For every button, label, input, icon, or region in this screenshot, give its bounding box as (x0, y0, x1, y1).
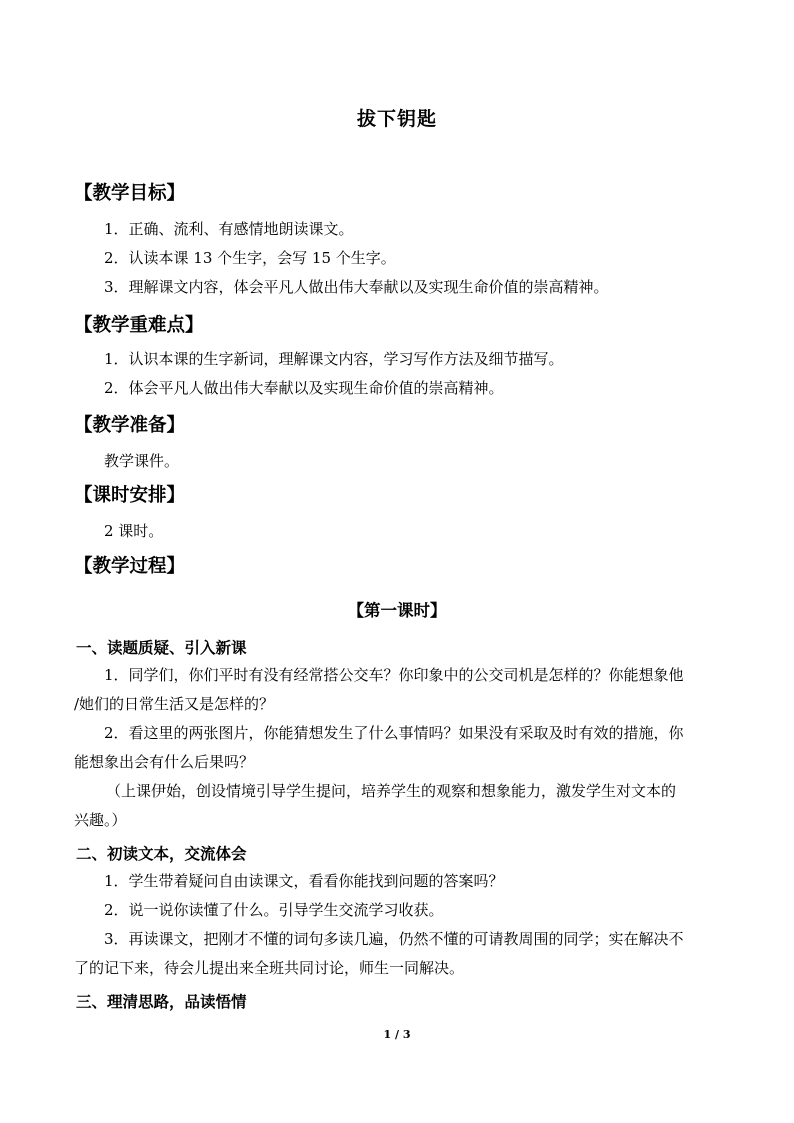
part1-paragraph1-line2: /她们的日常生活又是怎样的？ (74, 695, 275, 713)
objective-item-3: 3．理解课文内容，体会平凡人做出伟大奉献以及实现生命价值的崇高精神。 (104, 278, 609, 296)
page-number: 1 / 3 (383, 1028, 411, 1041)
part1-paragraph2-line2: 能想象出会有什么后果吗？ (74, 753, 255, 771)
part3-title: 三、理清思路，品读悟情 (76, 992, 247, 1011)
objective-item-2: 2．认读本课 13 个生字，会写 15 个生字。 (104, 249, 396, 267)
part1-note-line2: 兴趣。） (74, 811, 127, 829)
part2-paragraph2: 2．说一说你读懂了什么。引导学生交流学习收获。 (104, 901, 444, 919)
heading-schedule: 【课时安排】 (74, 485, 186, 506)
key-point-item-1: 1．认识本课的生字新词，理解课文内容，学习写作方法及细节描写。 (104, 350, 564, 368)
heading-preparation: 【教学准备】 (74, 415, 186, 436)
heading-key-points: 【教学重难点】 (74, 315, 204, 336)
part2-paragraph1: 1．学生带着疑问自由读课文，看看你能找到问题的答案吗？ (104, 872, 504, 890)
schedule-text: 2 课时。 (104, 522, 164, 540)
lesson-title: 【第一课时】 (347, 601, 447, 620)
part1-title: 一、读题质疑、引入新课 (76, 638, 247, 657)
document-title: 拔下钥匙 (356, 108, 437, 130)
objective-item-1: 1．正确、流利、有感情地朗读课文。 (104, 220, 354, 238)
part2-paragraph3-line1: 3．再读课文，把刚才不懂的词句多读几遍，仍然不懂的可请教周围的同学；实在解决不 (104, 930, 684, 948)
key-point-item-2: 2．体会平凡人做出伟大奉献以及实现生命价值的崇高精神。 (104, 379, 504, 397)
part2-title: 二、初读文本，交流体会 (76, 844, 247, 863)
part2-paragraph3-line2: 了的记下来，待会儿提出来全班共同讨论，师生一同解决。 (74, 959, 465, 977)
part1-paragraph2-line1: 2．看这里的两张图片，你能猜想发生了什么事情吗？如果没有采取及时有效的措施，你 (104, 724, 684, 742)
part1-note-line1: （上课伊始，创设情境引导学生提问，培养学生的观察和想象能力，激发学生对文本的 (106, 782, 677, 800)
preparation-text: 教学课件。 (104, 452, 180, 470)
heading-process: 【教学过程】 (74, 556, 186, 577)
part1-paragraph1-line1: 1．同学们，你们平时有没有经常搭公交车？你印象中的公交司机是怎样的？你能想象他 (104, 666, 684, 684)
heading-objectives: 【教学目标】 (74, 183, 186, 204)
